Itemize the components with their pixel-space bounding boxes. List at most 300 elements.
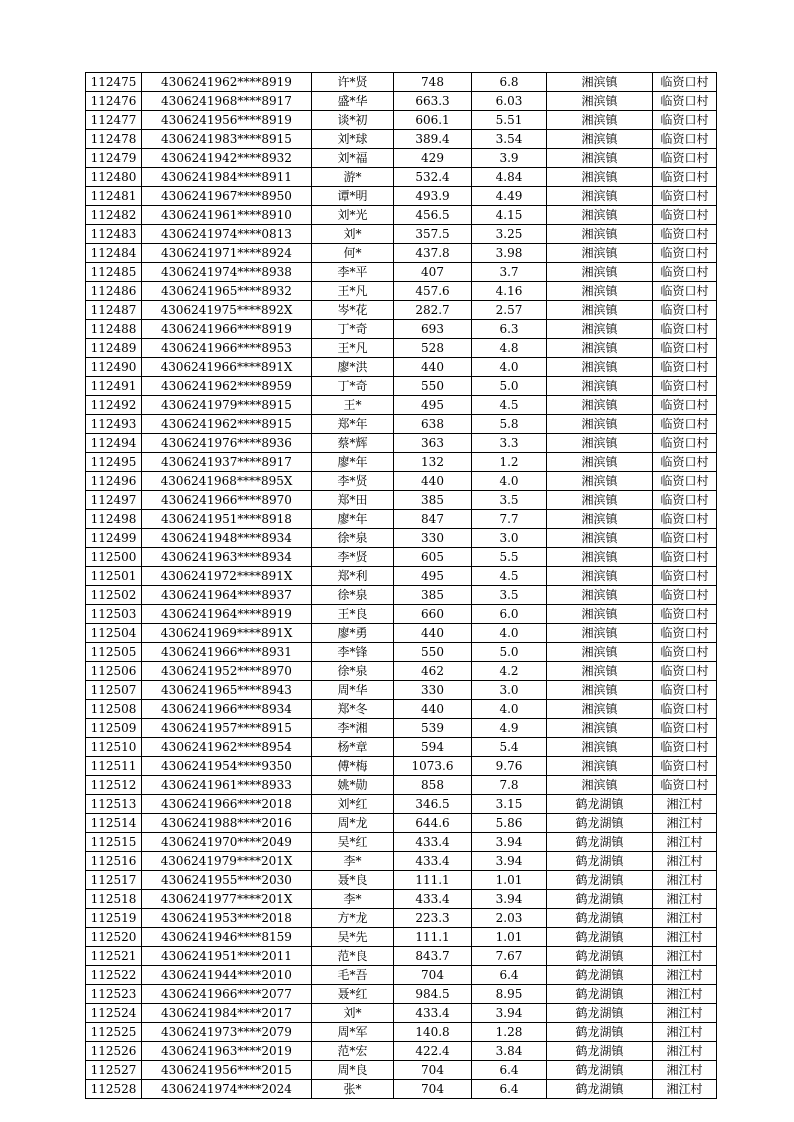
cell-idcard: 4306241954****9350 xyxy=(142,757,312,776)
cell-area: 7.67 xyxy=(472,947,547,966)
table-row xyxy=(86,111,717,130)
cell-village: 湘江村 xyxy=(653,795,717,814)
cell-seq: 112485 xyxy=(86,263,142,282)
cell-idcard: 4306241963****2019 xyxy=(142,1042,312,1061)
table-row xyxy=(86,491,717,510)
cell-amount: 407 xyxy=(394,263,472,282)
cell-area: 3.0 xyxy=(472,681,547,700)
cell-amount: 111.1 xyxy=(394,928,472,947)
cell-village: 临资口村 xyxy=(653,529,717,548)
table-row xyxy=(86,966,717,985)
table-row xyxy=(86,586,717,605)
cell-amount: 385 xyxy=(394,586,472,605)
cell-amount: 132 xyxy=(394,453,472,472)
cell-village: 临资口村 xyxy=(653,548,717,567)
cell-town: 湘滨镇 xyxy=(547,130,653,149)
cell-amount: 1073.6 xyxy=(394,757,472,776)
cell-amount: 606.1 xyxy=(394,111,472,130)
cell-seq: 112506 xyxy=(86,662,142,681)
cell-name: 范*宏 xyxy=(312,1042,394,1061)
cell-idcard: 4306241956****2015 xyxy=(142,1061,312,1080)
cell-idcard: 4306241966****2018 xyxy=(142,795,312,814)
cell-seq: 112478 xyxy=(86,130,142,149)
cell-amount: 437.8 xyxy=(394,244,472,263)
cell-village: 临资口村 xyxy=(653,92,717,111)
cell-area: 3.54 xyxy=(472,130,547,149)
cell-area: 4.0 xyxy=(472,700,547,719)
cell-amount: 330 xyxy=(394,681,472,700)
cell-town: 鹤龙湖镇 xyxy=(547,1004,653,1023)
cell-area: 1.01 xyxy=(472,928,547,947)
cell-town: 湘滨镇 xyxy=(547,776,653,795)
cell-idcard: 4306241984****2017 xyxy=(142,1004,312,1023)
cell-village: 临资口村 xyxy=(653,320,717,339)
cell-town: 鹤龙湖镇 xyxy=(547,928,653,947)
table-row xyxy=(86,700,717,719)
cell-amount: 638 xyxy=(394,415,472,434)
cell-seq: 112510 xyxy=(86,738,142,757)
cell-seq: 112517 xyxy=(86,871,142,890)
cell-area: 9.76 xyxy=(472,757,547,776)
cell-seq: 112496 xyxy=(86,472,142,491)
cell-town: 湘滨镇 xyxy=(547,586,653,605)
cell-idcard: 4306241948****8934 xyxy=(142,529,312,548)
cell-name: 张* xyxy=(312,1080,394,1099)
cell-village: 湘江村 xyxy=(653,985,717,1004)
cell-name: 吴*先 xyxy=(312,928,394,947)
cell-seq: 112527 xyxy=(86,1061,142,1080)
cell-idcard: 4306241962****8919 xyxy=(142,73,312,92)
cell-area: 4.9 xyxy=(472,719,547,738)
cell-name: 廖*洪 xyxy=(312,358,394,377)
table-row xyxy=(86,719,717,738)
cell-seq: 112520 xyxy=(86,928,142,947)
cell-name: 廖*年 xyxy=(312,510,394,529)
cell-amount: 429 xyxy=(394,149,472,168)
cell-amount: 748 xyxy=(394,73,472,92)
cell-village: 临资口村 xyxy=(653,738,717,757)
table-row xyxy=(86,757,717,776)
cell-name: 丁*奇 xyxy=(312,377,394,396)
cell-amount: 605 xyxy=(394,548,472,567)
cell-name: 刘*光 xyxy=(312,206,394,225)
cell-amount: 440 xyxy=(394,358,472,377)
table-row xyxy=(86,377,717,396)
cell-name: 廖*勇 xyxy=(312,624,394,643)
cell-town: 湘滨镇 xyxy=(547,548,653,567)
cell-name: 岑*花 xyxy=(312,301,394,320)
cell-town: 湘滨镇 xyxy=(547,757,653,776)
cell-town: 鹤龙湖镇 xyxy=(547,985,653,1004)
cell-area: 3.84 xyxy=(472,1042,547,1061)
table-row xyxy=(86,1042,717,1061)
cell-area: 3.94 xyxy=(472,1004,547,1023)
cell-village: 临资口村 xyxy=(653,415,717,434)
cell-idcard: 4306241946****8159 xyxy=(142,928,312,947)
cell-town: 鹤龙湖镇 xyxy=(547,1023,653,1042)
cell-area: 4.0 xyxy=(472,472,547,491)
cell-amount: 457.6 xyxy=(394,282,472,301)
cell-amount: 528 xyxy=(394,339,472,358)
cell-amount: 462 xyxy=(394,662,472,681)
cell-amount: 223.3 xyxy=(394,909,472,928)
table-row xyxy=(86,643,717,662)
cell-name: 李*锋 xyxy=(312,643,394,662)
cell-town: 鹤龙湖镇 xyxy=(547,795,653,814)
cell-amount: 704 xyxy=(394,966,472,985)
cell-village: 临资口村 xyxy=(653,567,717,586)
cell-village: 临资口村 xyxy=(653,263,717,282)
cell-name: 刘* xyxy=(312,1004,394,1023)
cell-area: 1.28 xyxy=(472,1023,547,1042)
cell-town: 湘滨镇 xyxy=(547,662,653,681)
cell-idcard: 4306241971****8924 xyxy=(142,244,312,263)
cell-name: 谭*明 xyxy=(312,187,394,206)
cell-village: 临资口村 xyxy=(653,358,717,377)
table-row xyxy=(86,92,717,111)
cell-area: 4.8 xyxy=(472,339,547,358)
cell-village: 临资口村 xyxy=(653,339,717,358)
cell-village: 临资口村 xyxy=(653,662,717,681)
cell-name: 聂*良 xyxy=(312,871,394,890)
cell-area: 4.15 xyxy=(472,206,547,225)
cell-area: 3.7 xyxy=(472,263,547,282)
cell-seq: 112518 xyxy=(86,890,142,909)
cell-town: 湘滨镇 xyxy=(547,225,653,244)
cell-seq: 112525 xyxy=(86,1023,142,1042)
cell-town: 湘滨镇 xyxy=(547,567,653,586)
cell-town: 湘滨镇 xyxy=(547,434,653,453)
cell-town: 鹤龙湖镇 xyxy=(547,947,653,966)
cell-idcard: 4306241965****8943 xyxy=(142,681,312,700)
cell-seq: 112500 xyxy=(86,548,142,567)
cell-name: 郑*利 xyxy=(312,567,394,586)
cell-town: 湘滨镇 xyxy=(547,358,653,377)
table-row xyxy=(86,871,717,890)
cell-seq: 112475 xyxy=(86,73,142,92)
cell-idcard: 4306241951****8918 xyxy=(142,510,312,529)
cell-seq: 112498 xyxy=(86,510,142,529)
cell-idcard: 4306241961****8933 xyxy=(142,776,312,795)
table-row xyxy=(86,605,717,624)
cell-seq: 112508 xyxy=(86,700,142,719)
cell-town: 湘滨镇 xyxy=(547,719,653,738)
cell-idcard: 4306241966****8934 xyxy=(142,700,312,719)
cell-idcard: 4306241969****891X xyxy=(142,624,312,643)
cell-area: 3.9 xyxy=(472,149,547,168)
cell-name: 王*良 xyxy=(312,605,394,624)
cell-town: 湘滨镇 xyxy=(547,301,653,320)
cell-area: 6.4 xyxy=(472,1080,547,1099)
cell-village: 临资口村 xyxy=(653,396,717,415)
cell-town: 湘滨镇 xyxy=(547,681,653,700)
cell-seq: 112497 xyxy=(86,491,142,510)
cell-amount: 363 xyxy=(394,434,472,453)
cell-seq: 112491 xyxy=(86,377,142,396)
cell-name: 刘*红 xyxy=(312,795,394,814)
cell-town: 湘滨镇 xyxy=(547,187,653,206)
cell-idcard: 4306241975****892X xyxy=(142,301,312,320)
cell-village: 临资口村 xyxy=(653,168,717,187)
cell-village: 临资口村 xyxy=(653,643,717,662)
cell-village: 湘江村 xyxy=(653,890,717,909)
cell-village: 湘江村 xyxy=(653,966,717,985)
cell-seq: 112484 xyxy=(86,244,142,263)
table-row xyxy=(86,415,717,434)
table-row xyxy=(86,206,717,225)
cell-amount: 858 xyxy=(394,776,472,795)
cell-idcard: 4306241976****8936 xyxy=(142,434,312,453)
cell-town: 鹤龙湖镇 xyxy=(547,890,653,909)
cell-village: 临资口村 xyxy=(653,719,717,738)
cell-town: 鹤龙湖镇 xyxy=(547,833,653,852)
cell-idcard: 4306241966****8919 xyxy=(142,320,312,339)
cell-seq: 112480 xyxy=(86,168,142,187)
cell-idcard: 4306241966****8970 xyxy=(142,491,312,510)
table-row xyxy=(86,244,717,263)
cell-idcard: 4306241962****8954 xyxy=(142,738,312,757)
cell-amount: 594 xyxy=(394,738,472,757)
table-row xyxy=(86,814,717,833)
cell-town: 湘滨镇 xyxy=(547,263,653,282)
cell-village: 湘江村 xyxy=(653,928,717,947)
cell-seq: 112505 xyxy=(86,643,142,662)
cell-name: 徐*泉 xyxy=(312,586,394,605)
cell-idcard: 4306241984****8911 xyxy=(142,168,312,187)
cell-name: 方*龙 xyxy=(312,909,394,928)
cell-town: 湘滨镇 xyxy=(547,529,653,548)
table-row xyxy=(86,434,717,453)
cell-area: 6.3 xyxy=(472,320,547,339)
cell-town: 湘滨镇 xyxy=(547,168,653,187)
cell-area: 4.5 xyxy=(472,567,547,586)
cell-idcard: 4306241983****8915 xyxy=(142,130,312,149)
cell-seq: 112494 xyxy=(86,434,142,453)
cell-seq: 112522 xyxy=(86,966,142,985)
cell-idcard: 4306241977****201X xyxy=(142,890,312,909)
cell-seq: 112488 xyxy=(86,320,142,339)
cell-area: 7.8 xyxy=(472,776,547,795)
cell-area: 3.0 xyxy=(472,529,547,548)
cell-amount: 440 xyxy=(394,700,472,719)
cell-area: 7.7 xyxy=(472,510,547,529)
cell-idcard: 4306241967****8950 xyxy=(142,187,312,206)
cell-idcard: 4306241979****201X xyxy=(142,852,312,871)
table-row xyxy=(86,130,717,149)
cell-idcard: 4306241966****2077 xyxy=(142,985,312,1004)
cell-town: 湘滨镇 xyxy=(547,339,653,358)
cell-area: 2.03 xyxy=(472,909,547,928)
cell-village: 临资口村 xyxy=(653,130,717,149)
cell-village: 湘江村 xyxy=(653,909,717,928)
cell-amount: 843.7 xyxy=(394,947,472,966)
cell-village: 湘江村 xyxy=(653,1080,717,1099)
cell-town: 湘滨镇 xyxy=(547,282,653,301)
cell-village: 湘江村 xyxy=(653,1004,717,1023)
cell-seq: 112483 xyxy=(86,225,142,244)
cell-name: 李* xyxy=(312,890,394,909)
cell-area: 6.4 xyxy=(472,966,547,985)
cell-seq: 112521 xyxy=(86,947,142,966)
cell-seq: 112528 xyxy=(86,1080,142,1099)
table-row xyxy=(86,358,717,377)
table-row xyxy=(86,1080,717,1099)
cell-amount: 663.3 xyxy=(394,92,472,111)
cell-amount: 693 xyxy=(394,320,472,339)
table-row xyxy=(86,662,717,681)
cell-amount: 984.5 xyxy=(394,985,472,1004)
cell-idcard: 4306241964****8937 xyxy=(142,586,312,605)
cell-amount: 493.9 xyxy=(394,187,472,206)
cell-town: 湘滨镇 xyxy=(547,415,653,434)
cell-name: 李*平 xyxy=(312,263,394,282)
cell-name: 姚*勋 xyxy=(312,776,394,795)
cell-amount: 456.5 xyxy=(394,206,472,225)
cell-idcard: 4306241942****8932 xyxy=(142,149,312,168)
table-row xyxy=(86,225,717,244)
table-row xyxy=(86,187,717,206)
table-row xyxy=(86,795,717,814)
cell-town: 湘滨镇 xyxy=(547,643,653,662)
cell-seq: 112493 xyxy=(86,415,142,434)
cell-name: 郑*年 xyxy=(312,415,394,434)
cell-seq: 112504 xyxy=(86,624,142,643)
cell-amount: 111.1 xyxy=(394,871,472,890)
cell-seq: 112519 xyxy=(86,909,142,928)
cell-village: 湘江村 xyxy=(653,1042,717,1061)
cell-amount: 495 xyxy=(394,396,472,415)
cell-area: 3.94 xyxy=(472,890,547,909)
cell-name: 李* xyxy=(312,852,394,871)
cell-name: 范*良 xyxy=(312,947,394,966)
cell-town: 湘滨镇 xyxy=(547,206,653,225)
cell-name: 李*湘 xyxy=(312,719,394,738)
table-row xyxy=(86,909,717,928)
cell-village: 临资口村 xyxy=(653,111,717,130)
cell-name: 周*军 xyxy=(312,1023,394,1042)
cell-name: 徐*泉 xyxy=(312,662,394,681)
cell-area: 3.5 xyxy=(472,491,547,510)
cell-village: 临资口村 xyxy=(653,225,717,244)
cell-idcard: 4306241988****2016 xyxy=(142,814,312,833)
cell-idcard: 4306241979****8915 xyxy=(142,396,312,415)
cell-amount: 440 xyxy=(394,472,472,491)
cell-town: 鹤龙湖镇 xyxy=(547,871,653,890)
cell-seq: 112514 xyxy=(86,814,142,833)
cell-town: 湘滨镇 xyxy=(547,738,653,757)
cell-seq: 112482 xyxy=(86,206,142,225)
cell-idcard: 4306241962****8915 xyxy=(142,415,312,434)
cell-town: 湘滨镇 xyxy=(547,472,653,491)
cell-village: 临资口村 xyxy=(653,605,717,624)
cell-village: 临资口村 xyxy=(653,377,717,396)
cell-name: 盛*华 xyxy=(312,92,394,111)
cell-name: 李*贤 xyxy=(312,548,394,567)
cell-idcard: 4306241973****2079 xyxy=(142,1023,312,1042)
cell-name: 毛*吾 xyxy=(312,966,394,985)
table-row xyxy=(86,548,717,567)
cell-town: 湘滨镇 xyxy=(547,320,653,339)
cell-amount: 330 xyxy=(394,529,472,548)
table-row xyxy=(86,282,717,301)
cell-idcard: 4306241962****8959 xyxy=(142,377,312,396)
cell-amount: 440 xyxy=(394,624,472,643)
cell-town: 鹤龙湖镇 xyxy=(547,909,653,928)
cell-village: 湘江村 xyxy=(653,1023,717,1042)
cell-idcard: 4306241970****2049 xyxy=(142,833,312,852)
cell-town: 湘滨镇 xyxy=(547,453,653,472)
table-row xyxy=(86,947,717,966)
cell-idcard: 4306241955****2030 xyxy=(142,871,312,890)
cell-area: 5.5 xyxy=(472,548,547,567)
cell-seq: 112476 xyxy=(86,92,142,111)
cell-area: 3.3 xyxy=(472,434,547,453)
cell-town: 湘滨镇 xyxy=(547,149,653,168)
cell-seq: 112479 xyxy=(86,149,142,168)
cell-name: 周*华 xyxy=(312,681,394,700)
table-row xyxy=(86,320,717,339)
cell-amount: 532.4 xyxy=(394,168,472,187)
cell-village: 临资口村 xyxy=(653,149,717,168)
cell-area: 3.15 xyxy=(472,795,547,814)
cell-amount: 422.4 xyxy=(394,1042,472,1061)
cell-idcard: 4306241961****8910 xyxy=(142,206,312,225)
cell-village: 临资口村 xyxy=(653,624,717,643)
cell-name: 吴*红 xyxy=(312,833,394,852)
cell-idcard: 4306241966****891X xyxy=(142,358,312,377)
cell-amount: 550 xyxy=(394,377,472,396)
cell-area: 1.01 xyxy=(472,871,547,890)
cell-village: 湘江村 xyxy=(653,852,717,871)
cell-amount: 550 xyxy=(394,643,472,662)
cell-name: 郑*冬 xyxy=(312,700,394,719)
table-row xyxy=(86,263,717,282)
cell-amount: 346.5 xyxy=(394,795,472,814)
cell-idcard: 4306241951****2011 xyxy=(142,947,312,966)
cell-area: 6.03 xyxy=(472,92,547,111)
table-row xyxy=(86,510,717,529)
cell-area: 5.0 xyxy=(472,643,547,662)
table-row xyxy=(86,1061,717,1080)
table-row xyxy=(86,928,717,947)
cell-town: 湘滨镇 xyxy=(547,377,653,396)
cell-seq: 112503 xyxy=(86,605,142,624)
cell-name: 游* xyxy=(312,168,394,187)
cell-name: 廖*年 xyxy=(312,453,394,472)
cell-seq: 112502 xyxy=(86,586,142,605)
cell-name: 聂*红 xyxy=(312,985,394,1004)
cell-town: 湘滨镇 xyxy=(547,510,653,529)
cell-seq: 112487 xyxy=(86,301,142,320)
cell-village: 临资口村 xyxy=(653,472,717,491)
cell-idcard: 4306241966****8931 xyxy=(142,643,312,662)
cell-name: 李*贤 xyxy=(312,472,394,491)
cell-village: 临资口村 xyxy=(653,244,717,263)
cell-seq: 112526 xyxy=(86,1042,142,1061)
table-row xyxy=(86,339,717,358)
cell-amount: 704 xyxy=(394,1080,472,1099)
cell-seq: 112486 xyxy=(86,282,142,301)
cell-town: 湘滨镇 xyxy=(547,244,653,263)
cell-amount: 433.4 xyxy=(394,852,472,871)
cell-area: 4.0 xyxy=(472,358,547,377)
cell-village: 湘江村 xyxy=(653,833,717,852)
cell-idcard: 4306241966****8953 xyxy=(142,339,312,358)
cell-name: 蔡*辉 xyxy=(312,434,394,453)
cell-idcard: 4306241944****2010 xyxy=(142,966,312,985)
table-row xyxy=(86,833,717,852)
cell-village: 临资口村 xyxy=(653,301,717,320)
